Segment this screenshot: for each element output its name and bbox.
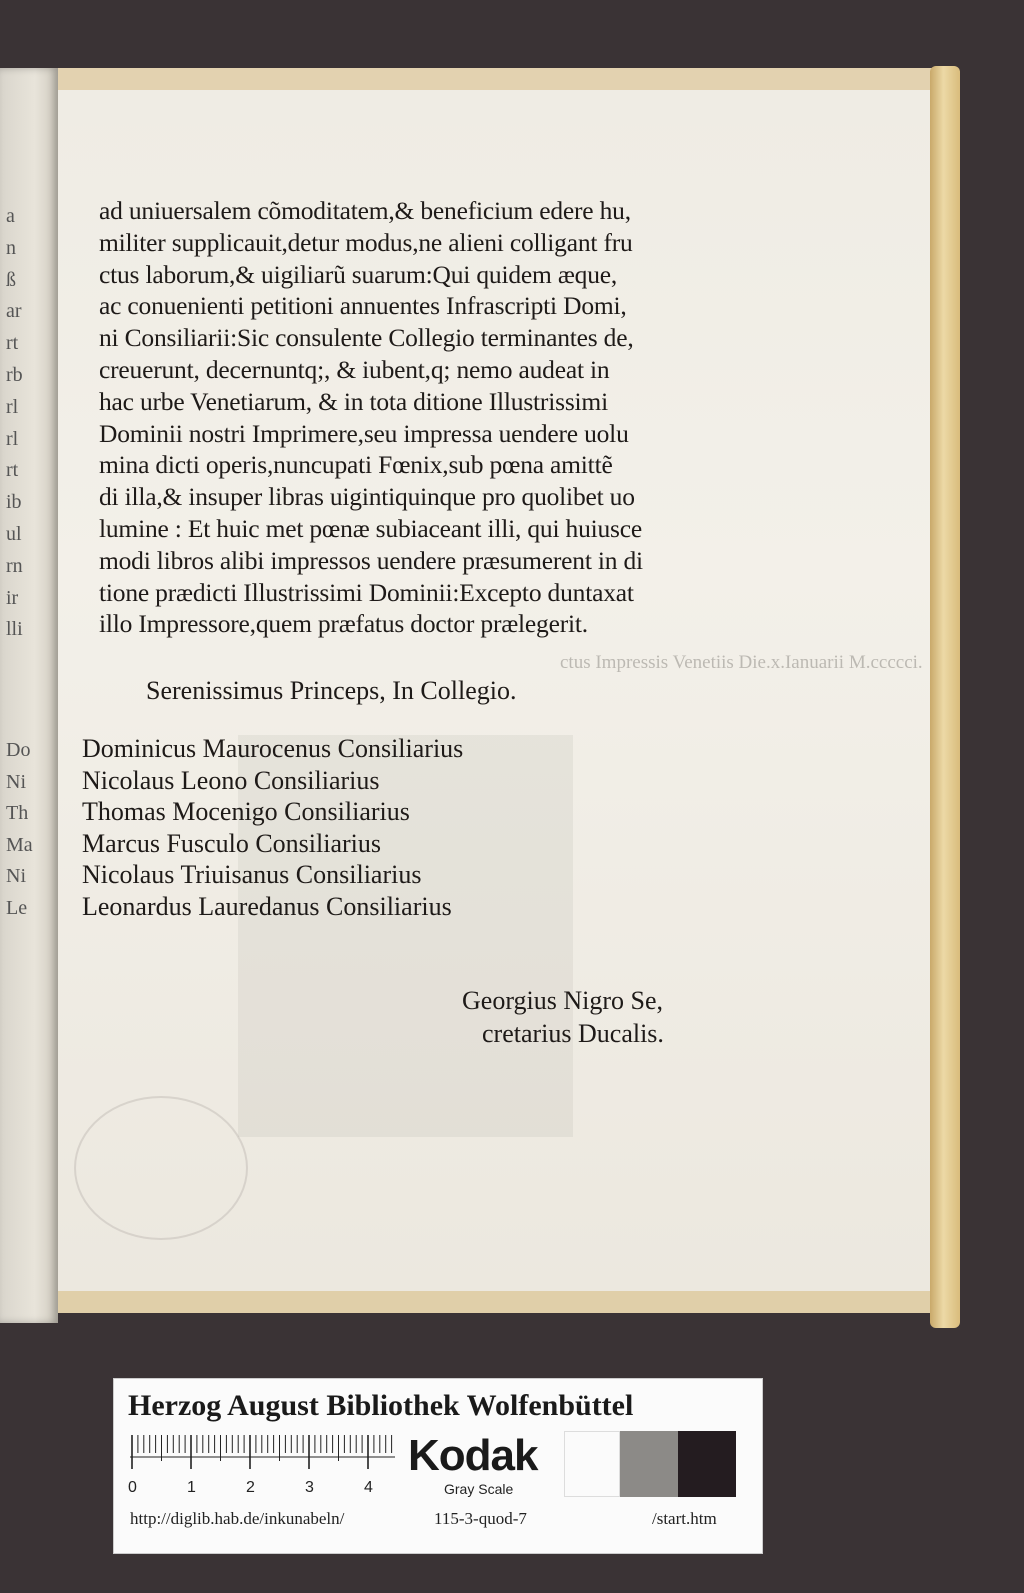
signature-block <box>462 984 664 1050</box>
heading-text: Serenissimus Princeps, In Collegio. <box>146 676 517 705</box>
councillor-name: Nicolaus Triuisanus Consiliarius <box>82 860 422 889</box>
decree-line: creuerunt, decernuntq;, & iubent,q; nemo audeat in <box>99 355 610 384</box>
facing-page-fragment: rl <box>6 395 19 418</box>
ghost-colophon <box>560 652 923 674</box>
decree-line: modi libros alibi impressos uendere præsumerent in di <box>99 545 643 575</box>
decree-line: Dominii nostri Imprimere,seu impressa uendere uolu <box>99 418 629 448</box>
facing-page-fragment: ib <box>6 491 22 514</box>
facing-page-fragment: rn <box>6 554 23 577</box>
facing-page-fragment: Le <box>6 896 28 919</box>
library-stamp <box>74 1096 248 1240</box>
swatch-black <box>678 1431 736 1497</box>
councillor-name: Thomas Mocenigo Consiliarius <box>82 797 410 826</box>
ruler-number: 1 <box>187 1479 196 1496</box>
decree-line: lumine : Et huic met pœnæ subiaceant illi, qui huiusce <box>99 514 643 543</box>
decree-line: militer supplicauit,detur modus,ne alieni colligant fru <box>99 227 633 257</box>
gray-scale-label: Gray Scale <box>444 1481 514 1497</box>
facing-page-fragment: lli <box>6 618 23 641</box>
decree-line: di illa,& insuper libras uigintiquinque pro quolibet uo <box>99 482 635 512</box>
ruler-number: 2 <box>246 1479 255 1496</box>
facing-page-fragment: Ni <box>6 865 26 887</box>
councillor-name: Marcus Fusculo Consiliarius <box>82 828 381 858</box>
facing-page-fragment: rt <box>6 459 19 482</box>
url-left: http://diglib.hab.de/inkunabeln/ <box>130 1509 345 1528</box>
decree-line: ad uniuersalem cõmoditatem,& beneficium edere hu, <box>99 196 631 225</box>
ruler-number: 3 <box>305 1479 314 1496</box>
library-title: Herzog August Bibliothek Wolfenbüttel <box>128 1389 634 1422</box>
facing-page-fragment: Th <box>6 802 29 824</box>
ruler-number: 0 <box>128 1479 137 1496</box>
decree-line: illo Impressore,quem præfatus doctor prælegerit. <box>99 609 588 639</box>
decree-line: ctus laborum,& uigiliarũ suarum:Qui quidem æque, <box>99 259 618 289</box>
facing-page-fragment: a <box>6 205 15 227</box>
facing-page-fragment: rt <box>6 332 19 355</box>
facing-page-fragment: rl <box>6 427 19 450</box>
decree-line: hac urbe Venetiarum, & in tota ditione Illustrissimi <box>99 386 608 416</box>
heading <box>146 676 516 706</box>
ghost-line: ctus Impressis Venetiis Die.x.Ianuarii M.ccccci. <box>560 652 923 673</box>
color-target-card <box>113 1378 763 1554</box>
ruler-number: 4 <box>364 1479 373 1496</box>
facing-page-fragment: ar <box>6 300 22 323</box>
facing-page-fragment: ß <box>6 268 16 291</box>
decree-line: ni Consiliarii:Sic consulente Collegio terminantes de, <box>99 323 634 353</box>
ruler <box>130 1435 400 1475</box>
councillor-name: Leonardus Lauredanus Consiliarius <box>82 891 452 921</box>
facing-page-fragment: ir <box>6 586 19 609</box>
swatch-white <box>564 1431 620 1497</box>
facing-page-fragment: rb <box>6 364 23 386</box>
facing-page-fragment: Do <box>6 739 31 761</box>
facing-page-fragment: Ma <box>6 833 33 856</box>
kodak-logo: Kodak <box>408 1431 538 1480</box>
councillor-name: Nicolaus Leono Consiliarius <box>82 765 380 795</box>
facing-page-fragment: n <box>6 236 16 259</box>
facing-page-edge <box>0 68 58 1323</box>
url-right: /start.htm <box>652 1509 717 1528</box>
decree-line: tione prædicti Illustrissimi Dominii:Excepto duntaxat <box>99 577 634 607</box>
councillor-name: Dominicus Maurocenus Consiliarius <box>82 734 464 763</box>
decree-line: ac conuenienti petitioni annuentes Infrascripti Domi, <box>99 291 627 321</box>
page-fold-binding <box>930 66 960 1328</box>
url-mid: 115-3-quod-7 <box>434 1509 527 1528</box>
facing-page-fragment: ul <box>6 523 22 545</box>
signature-line-2: cretarius Ducalis. <box>482 1019 664 1048</box>
decree-line: mina dicti operis,nuncupati Fœnix,sub pœna amittẽ <box>99 450 613 480</box>
signature-line-1: Georgius Nigro Se, <box>462 986 664 1015</box>
facing-page-fragment: Ni <box>6 770 26 793</box>
swatch-gray <box>620 1431 678 1497</box>
